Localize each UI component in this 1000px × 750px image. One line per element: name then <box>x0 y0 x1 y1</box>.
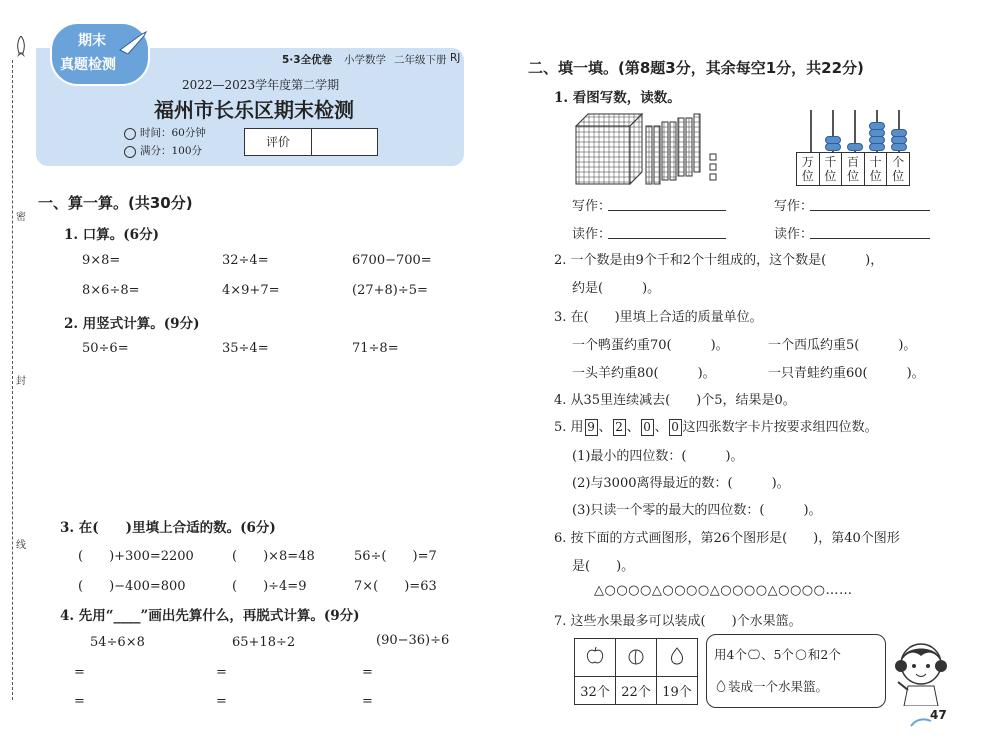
place-bai: 百位 <box>842 153 865 185</box>
r4-line: 4. 从35里连续减去( )个5，结果是0。 <box>554 393 796 408</box>
q3-item-1: ( )+300=2200 <box>78 549 194 564</box>
q3-item-3: 56÷( )=7 <box>354 549 437 564</box>
peach-count: 22个 <box>616 677 657 705</box>
q3-heading: 3. 在( )里填上合适的数。(6分) <box>60 520 276 536</box>
bubble-line-2: 装成一个水果篮。 <box>714 677 828 695</box>
card-9: 9 <box>585 419 598 436</box>
thousand-cubes-image <box>574 112 724 186</box>
r3-item-4: 一只青蛙约重60( )。 <box>768 366 925 381</box>
subject-label: 小学数学 <box>344 54 386 66</box>
clock-icon <box>124 128 136 140</box>
full-score: 满分：100分 <box>140 145 203 157</box>
pear-cell <box>657 639 698 677</box>
r5-item-1: (1)最小的四位数：( )。 <box>572 449 744 464</box>
school-year: 2022—2023学年度第二学期 <box>182 78 340 92</box>
q1-item-5: 4×9+7= <box>222 283 280 298</box>
exam-title: 福州市长乐区期末检测 <box>154 98 354 122</box>
r3-item-1: 一个鸭蛋约重70( )。 <box>572 338 729 353</box>
q4-eq-2a: = <box>216 665 227 680</box>
q4-eq-3b: = <box>362 694 373 709</box>
q4-eq-1a: = <box>74 665 85 680</box>
side-label-xian: 线 <box>16 540 26 551</box>
badge-line2: 真题检测 <box>60 57 116 73</box>
r5-post: 这四张数字卡片按要求组四位数。 <box>682 420 878 435</box>
q1-item-1: 9×8= <box>82 253 121 268</box>
q2-item-2: 35÷4= <box>222 341 269 356</box>
time-limit: 时间：60分钟 <box>140 127 206 139</box>
bubble-line-1: 用4个 、5个 和2个 <box>714 647 841 662</box>
q2-item-3: 71÷8= <box>352 341 399 356</box>
binding-line <box>12 60 13 700</box>
q3-item-6: 7×( )=63 <box>354 579 437 594</box>
badge-line1: 期末 <box>78 33 106 49</box>
q4-eq-3a: = <box>362 665 373 680</box>
card-0a: 0 <box>641 419 654 436</box>
r5-item-2: (2)与3000离得最近的数：( )。 <box>572 476 790 491</box>
q4-eq-1b: = <box>74 694 85 709</box>
card-0b: 0 <box>669 419 682 436</box>
q1-heading: 1. 口算。(6分) <box>64 227 159 243</box>
q2-heading: 2. 用竖式计算。(9分) <box>64 316 200 332</box>
side-label-mi: 密 <box>16 212 26 223</box>
place-wan: 万位 <box>797 153 820 185</box>
q3-item-4: ( )−400=800 <box>78 579 186 594</box>
peach-small-icon <box>794 647 808 661</box>
section-1-heading: 一、算一算。(共30分) <box>38 194 193 212</box>
evaluation-label: 评价 <box>266 135 291 149</box>
q4-heading: 4. 先用“____”画出先算什么，再脱式计算。(9分) <box>60 608 360 624</box>
q1-item-3: 6700−700= <box>352 253 432 268</box>
apple-icon <box>585 646 605 666</box>
page-number: 47 <box>930 708 947 722</box>
card-2: 2 <box>613 419 626 436</box>
r6-line-a: 6. 按下面的方式画图形，第26个图形是( )，第40个图形 <box>554 531 900 546</box>
r2-line-a: 2. 一个数是由9个千和2个十组成的，这个数是( )， <box>554 253 884 268</box>
q4-item-3: (90−36)÷6 <box>376 633 450 648</box>
apple-small-icon <box>747 647 761 661</box>
place-shi: 十位 <box>865 153 888 185</box>
q2-item-1: 50÷6= <box>82 341 129 356</box>
r6-line-b: 是( )。 <box>572 559 635 574</box>
rocket-icon <box>14 36 28 58</box>
r5-line: 5. 用 9 、 2 、 0 、 0 这四张数字卡片按要求组四位数。 <box>554 420 878 435</box>
section-2-heading: 二、填一填。(第8题3分，其余每空1分，共22分) <box>528 59 864 77</box>
peach-icon <box>626 646 646 666</box>
abacus-place-row <box>796 152 910 186</box>
r1-heading: 1. 看图写数，读数。 <box>554 90 681 106</box>
apple-cell <box>575 639 616 677</box>
write-answer-line-2[interactable] <box>810 210 930 211</box>
r2-line-b: 约是( )。 <box>572 281 661 296</box>
pear-small-icon <box>714 678 728 694</box>
edition-label: RJ <box>450 52 461 64</box>
write-label-1: 写作： <box>572 199 612 214</box>
read-answer-line-1[interactable] <box>608 238 726 239</box>
girl-illustration <box>892 636 950 706</box>
read-label-2: 读作： <box>774 227 814 242</box>
read-label-1: 读作： <box>572 227 612 242</box>
r7-line: 7. 这些水果最多可以装成( )个水果篮。 <box>554 614 802 629</box>
q4-item-2: 65+18÷2 <box>232 635 296 650</box>
pear-icon <box>667 646 687 666</box>
r3-item-3: 一头羊约重80( )。 <box>572 366 716 381</box>
r3-item-2: 一个西瓜约重5( )。 <box>768 338 917 353</box>
q1-item-6: (27+8)÷5= <box>352 283 428 298</box>
write-label-2: 写作： <box>774 199 814 214</box>
series-label: 5·3全优卷 <box>282 54 333 66</box>
grade-label: 二年级下册 <box>394 54 447 66</box>
evaluation-box <box>244 128 378 156</box>
place-ge: 个位 <box>892 155 905 183</box>
r3-heading: 3. 在( )里填上合适的质量单位。 <box>554 310 763 325</box>
pear-count: 19个 <box>657 677 698 705</box>
check-icon <box>124 146 136 158</box>
q1-item-2: 32÷4= <box>222 253 269 268</box>
fruit-table <box>574 638 698 705</box>
q4-eq-2b: = <box>216 694 227 709</box>
place-qian: 千位 <box>820 153 843 185</box>
q4-item-1: 54÷6×8 <box>90 635 145 650</box>
side-label-feng: 封 <box>16 376 26 387</box>
r5-item-3: (3)只读一个零的最大的四位数：( )。 <box>572 503 822 518</box>
apple-count: 32个 <box>575 677 616 705</box>
peach-cell <box>616 639 657 677</box>
r6-shape-pattern: △○○○○△○○○○△○○○○△○○○○…… <box>594 583 853 598</box>
q3-item-5: ( )÷4=9 <box>232 579 307 594</box>
write-answer-line-1[interactable] <box>608 210 726 211</box>
r5-pre: 5. 用 <box>554 420 584 435</box>
read-answer-line-2[interactable] <box>810 238 930 239</box>
page-number-swoosh-icon <box>910 712 932 722</box>
rocket-badge-icon <box>118 30 148 54</box>
q3-item-2: ( )×8=48 <box>232 549 315 564</box>
q1-item-4: 8×6÷8= <box>82 283 140 298</box>
